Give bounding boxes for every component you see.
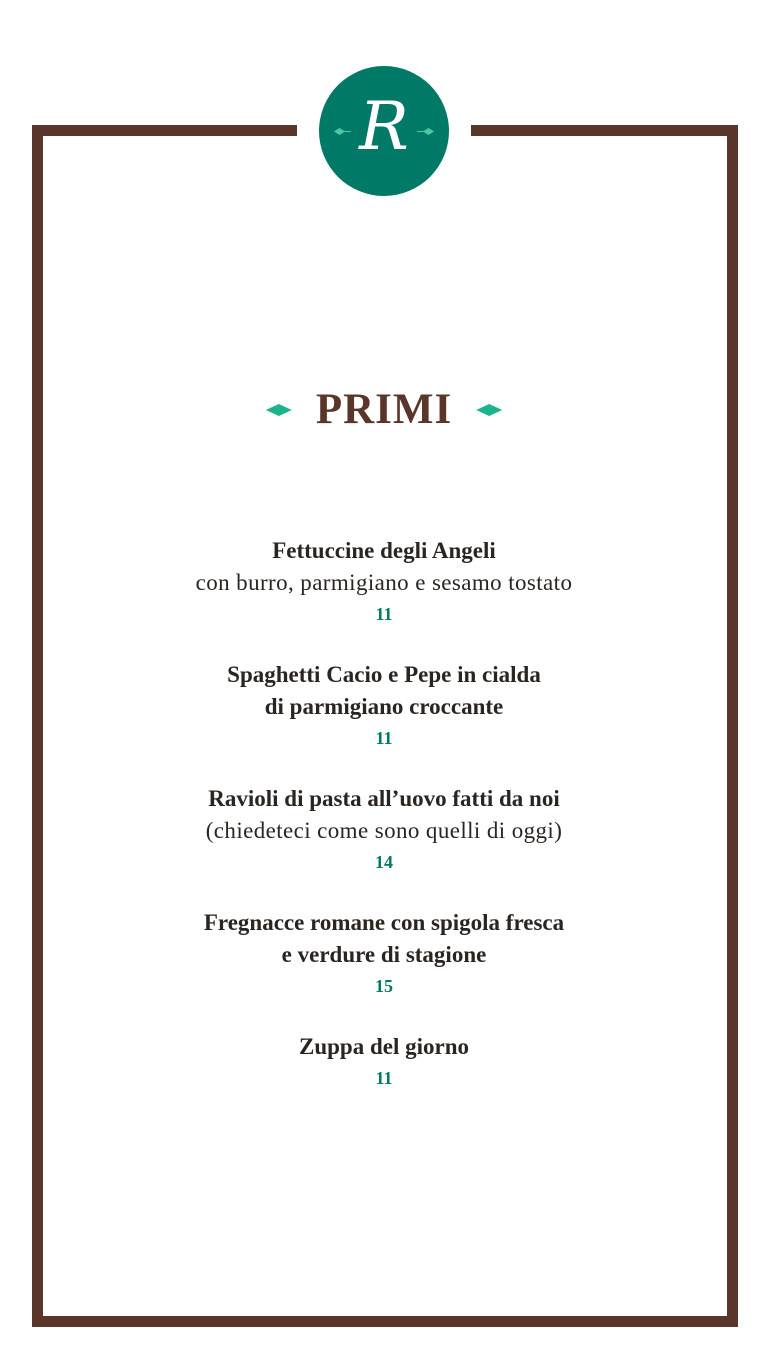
item-name: Fregnacce romane con spigola fresca [203,910,565,935]
menu-item [0,535,768,629]
item-price: 14 [375,852,393,872]
section-heading [0,385,768,435]
menu-item [0,1031,768,1093]
section-title: PRIMI [315,386,453,433]
menu-list [0,535,768,1123]
item-name: Ravioli di pasta all’uovo fatti da noi [208,786,560,811]
item-description: con burro, parmigiano e sesamo tostato [195,570,573,595]
item-price: 15 [375,976,393,996]
logo-letter: R [359,88,409,165]
menu-item [0,907,768,1001]
item-price: 11 [375,1068,393,1088]
item-description: (chiedeteci come sono quelli di oggi) [205,818,563,843]
item-name: Fettuccine degli Angeli [272,538,496,563]
diamond-icon [266,404,292,416]
menu-item [0,783,768,877]
item-name: e verdure di stagione [281,942,487,967]
menu-item [0,659,768,753]
logo-badge [319,66,449,196]
item-price: 11 [375,728,393,748]
item-name: Spaghetti Cacio e Pepe in cialda [227,662,541,687]
item-name: di parmigiano croccante [264,694,504,719]
item-name: Zuppa del giorno [299,1034,469,1059]
item-price: 11 [375,604,393,624]
diamond-icon [476,404,502,416]
